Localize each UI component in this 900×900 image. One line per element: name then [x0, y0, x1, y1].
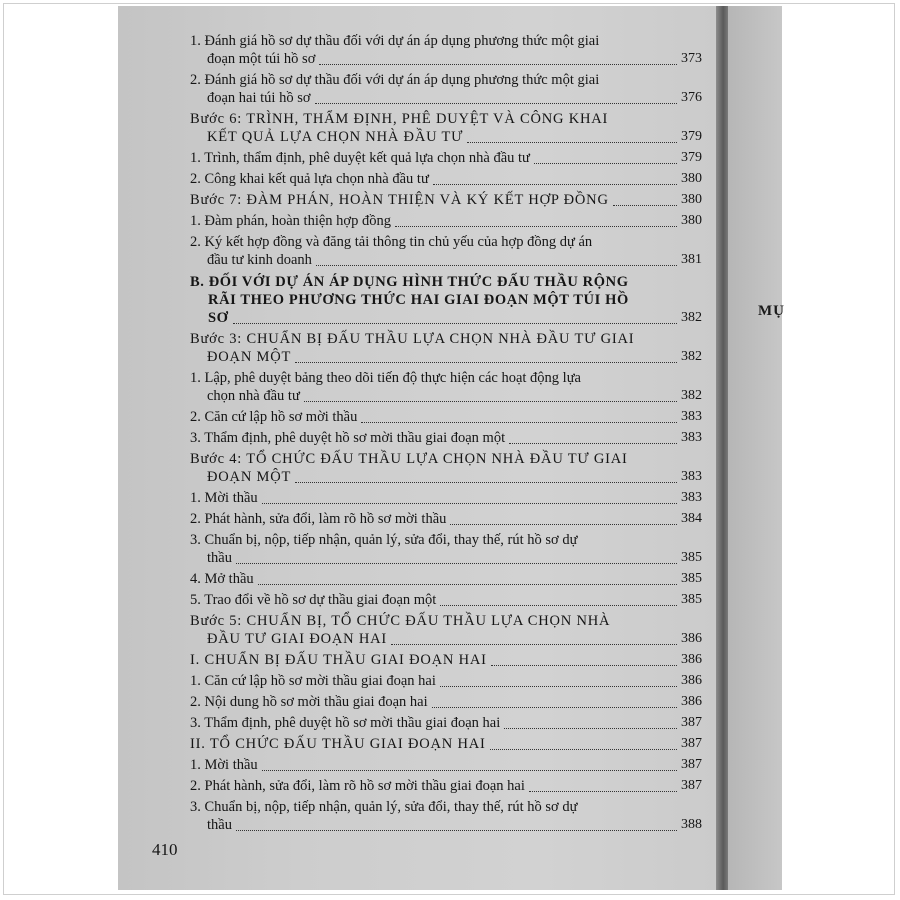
- toc-entry-line: 5. Trao đổi về hồ sơ dự thầu giai đoạn một: [190, 592, 437, 608]
- toc-item: [190, 714, 702, 732]
- toc-entry-line: Bước 5: CHUẨN BỊ, TỔ CHỨC ĐẤU THẦU LỰA CHỌN NHÀ: [190, 613, 611, 629]
- toc-page-number: 385: [681, 592, 702, 607]
- toc-dot-leader: [433, 184, 677, 185]
- toc-page-number: 379: [681, 150, 702, 165]
- toc-entry-line: I. CHUẨN BỊ ĐẤU THẦU GIAI ĐOẠN HAI: [190, 652, 487, 668]
- toc-entry-line: 1. Mời thầu: [190, 757, 258, 773]
- toc-page-number: 387: [681, 778, 702, 793]
- toc-entry-line: SƠ: [208, 310, 229, 326]
- toc-entry-line: 1. Trình, thẩm định, phê duyệt kết quả lựa chọn nhà đầu tư: [190, 150, 530, 166]
- toc-entry-line: 2. Ký kết hợp đồng và đăng tải thông tin chủ yếu của hợp đồng dự án: [190, 234, 593, 250]
- toc-page-number: 388: [681, 817, 702, 832]
- toc-entry-line: 3. Thẩm định, phê duyệt hồ sơ mời thầu giai đoạn một: [190, 430, 506, 446]
- toc-page-number: 380: [681, 213, 702, 228]
- toc-dot-leader: [233, 323, 677, 324]
- toc-page-number: 373: [681, 51, 702, 66]
- toc-item: [190, 32, 702, 68]
- toc-dot-leader: [361, 422, 677, 423]
- toc-entry-line: 2. Công khai kết quả lựa chọn nhà đầu tư: [190, 171, 429, 187]
- toc-page-number: 376: [681, 90, 702, 105]
- toc-item: [190, 798, 702, 834]
- toc-entry-line: 2. Đánh giá hồ sơ dự thầu đối với dự án áp dụng phương thức một giai: [190, 72, 600, 88]
- toc-dot-leader: [315, 103, 677, 104]
- toc-dot-leader: [509, 443, 677, 444]
- toc-entry-line: thầu: [207, 550, 232, 566]
- toc-entry-line: ĐẦU TƯ GIAI ĐOẠN HAI: [207, 631, 388, 647]
- toc-entry-line: 2. Phát hành, sửa đổi, làm rõ hồ sơ mời thầu: [190, 511, 447, 527]
- toc-dot-leader: [534, 163, 677, 164]
- toc-page-number: 387: [681, 715, 702, 730]
- toc-entry-line: 2. Nội dung hồ sơ mời thầu giai đoạn hai: [190, 694, 428, 710]
- toc-item: [190, 531, 702, 567]
- toc-page-number: 379: [681, 129, 702, 144]
- toc-page-number: 385: [681, 571, 702, 586]
- toc-page-number: 383: [681, 490, 702, 505]
- toc-entry-line: 1. Đánh giá hồ sơ dự thầu đối với dự án áp dụng phương thức một giai: [190, 33, 600, 49]
- toc-page-number: 383: [681, 469, 702, 484]
- toc-dot-leader: [490, 749, 677, 750]
- toc-entry-line: thầu: [207, 817, 232, 833]
- toc-dot-leader: [450, 524, 677, 525]
- toc-page-number: 385: [681, 550, 702, 565]
- toc-entry-line: đoạn hai túi hồ sơ: [207, 90, 311, 106]
- table-of-contents: [190, 32, 702, 837]
- toc-dot-leader: [258, 584, 677, 585]
- toc-page-number: 382: [681, 388, 702, 403]
- toc-entry-line: 1. Đàm phán, hoàn thiện hợp đồng: [190, 213, 391, 229]
- toc-section: [190, 273, 702, 327]
- toc-item: [190, 149, 702, 167]
- toc-item: [190, 170, 702, 188]
- toc-dot-leader: [304, 401, 677, 402]
- toc-item: [190, 591, 702, 609]
- toc-entry-line: Bước 4: TỔ CHỨC ĐẤU THẦU LỰA CHỌN NHÀ ĐẦU TƯ GIAI: [190, 451, 628, 467]
- right-page: [728, 6, 782, 890]
- toc-dot-leader: [236, 830, 677, 831]
- toc-item: [190, 71, 702, 107]
- toc-item: [190, 212, 702, 230]
- toc-entry-line: 4. Mở thầu: [190, 571, 254, 587]
- toc-entry-line: 1. Căn cứ lập hồ sơ mời thầu giai đoạn hai: [190, 673, 436, 689]
- toc-entry-line: KẾT QUẢ LỰA CHỌN NHÀ ĐẦU TƯ: [207, 129, 464, 145]
- toc-page-number: 383: [681, 409, 702, 424]
- toc-step: [190, 450, 702, 486]
- toc-dot-leader: [395, 226, 677, 227]
- toc-page-number: 386: [681, 673, 702, 688]
- toc-entry-line: đoạn một túi hồ sơ: [207, 51, 316, 67]
- toc-entry-line: 3. Chuẩn bị, nộp, tiếp nhận, quản lý, sửa đổi, thay thế, rút hồ sơ dự: [190, 532, 578, 548]
- toc-dot-leader: [295, 362, 677, 363]
- toc-entry-line: đầu tư kinh doanh: [207, 252, 312, 268]
- toc-page-number: 382: [681, 349, 702, 364]
- toc-dot-leader: [491, 665, 677, 666]
- toc-dot-leader: [504, 728, 677, 729]
- toc-dot-leader: [467, 142, 677, 143]
- toc-entry-line: Bước 6: TRÌNH, THẨM ĐỊNH, PHÊ DUYỆT VÀ CÔNG KHAI: [190, 111, 609, 127]
- toc-entry-line: 2. Căn cứ lập hồ sơ mời thầu: [190, 409, 358, 425]
- toc-entry-line: II. TỔ CHỨC ĐẤU THẦU GIAI ĐOẠN HAI: [190, 736, 486, 752]
- toc-page-number: 380: [681, 192, 702, 207]
- toc-step: [190, 110, 702, 146]
- toc-entry-line: B. ĐỐI VỚI DỰ ÁN ÁP DỤNG HÌNH THỨC ĐẤU THẦU RỘNG: [190, 274, 629, 290]
- toc-dot-leader: [295, 482, 677, 483]
- toc-dot-leader: [529, 791, 677, 792]
- toc-page-number: 387: [681, 736, 702, 751]
- toc-page-number: 384: [681, 511, 702, 526]
- toc-item: [190, 672, 702, 690]
- toc-entry-line: Bước 3: CHUẨN BỊ ĐẤU THẦU LỰA CHỌN NHÀ ĐẦU TƯ GIAI: [190, 331, 635, 347]
- toc-entry-line: 3. Chuẩn bị, nộp, tiếp nhận, quản lý, sửa đổi, thay thế, rút hồ sơ dự: [190, 799, 578, 815]
- toc-step: [190, 651, 702, 669]
- toc-step: [190, 612, 702, 648]
- toc-step: [190, 191, 702, 209]
- toc-dot-leader: [236, 563, 677, 564]
- toc-entry-line: 1. Mời thầu: [190, 490, 258, 506]
- toc-item: [190, 693, 702, 711]
- toc-item: [190, 489, 702, 507]
- toc-dot-leader: [613, 205, 677, 206]
- toc-entry-line: 1. Lập, phê duyệt bảng theo dõi tiến độ thực hiện các hoạt động lựa: [190, 370, 581, 386]
- toc-entry-line: Bước 7: ĐÀM PHÁN, HOÀN THIỆN VÀ KÝ KẾT HỢP ĐỒNG: [190, 192, 609, 208]
- toc-item: [190, 408, 702, 426]
- toc-page-number: 386: [681, 694, 702, 709]
- toc-entry-line: 2. Phát hành, sửa đổi, làm rõ hồ sơ mời thầu giai đoạn hai: [190, 778, 525, 794]
- book-photo: [118, 6, 782, 890]
- toc-dot-leader: [262, 503, 677, 504]
- toc-step: [190, 735, 702, 753]
- toc-page-number: 382: [681, 310, 702, 325]
- toc-dot-leader: [432, 707, 677, 708]
- toc-page-number: 387: [681, 757, 702, 772]
- page-number: 410: [152, 840, 178, 859]
- toc-dot-leader: [440, 686, 677, 687]
- toc-dot-leader: [319, 64, 677, 65]
- toc-step: [190, 330, 702, 366]
- toc-entry-line: 3. Thẩm định, phê duyệt hồ sơ mời thầu giai đoạn hai: [190, 715, 501, 731]
- toc-dot-leader: [316, 265, 677, 266]
- toc-item: [190, 777, 702, 795]
- toc-item: [190, 756, 702, 774]
- toc-item: [190, 369, 702, 405]
- book-gutter: [716, 6, 728, 890]
- toc-page-number: 386: [681, 631, 702, 646]
- toc-item: [190, 570, 702, 588]
- right-page-header: MỤ: [758, 303, 785, 319]
- left-page: [118, 6, 716, 890]
- toc-dot-leader: [262, 770, 677, 771]
- toc-page-number: 383: [681, 430, 702, 445]
- toc-item: [190, 429, 702, 447]
- toc-page-number: 380: [681, 171, 702, 186]
- toc-dot-leader: [391, 644, 677, 645]
- toc-entry-line: chọn nhà đầu tư: [207, 388, 300, 404]
- toc-item: [190, 510, 702, 528]
- toc-item: [190, 233, 702, 269]
- toc-entry-line: ĐOẠN MỘT: [207, 469, 292, 485]
- toc-entry-line: ĐOẠN MỘT: [207, 349, 292, 365]
- toc-page-number: 381: [681, 252, 702, 267]
- toc-dot-leader: [440, 605, 677, 606]
- toc-entry-line: RÃI THEO PHƯƠNG THỨC HAI GIAI ĐOẠN MỘT TÚI HỒ: [208, 292, 629, 308]
- toc-page-number: 386: [681, 652, 702, 667]
